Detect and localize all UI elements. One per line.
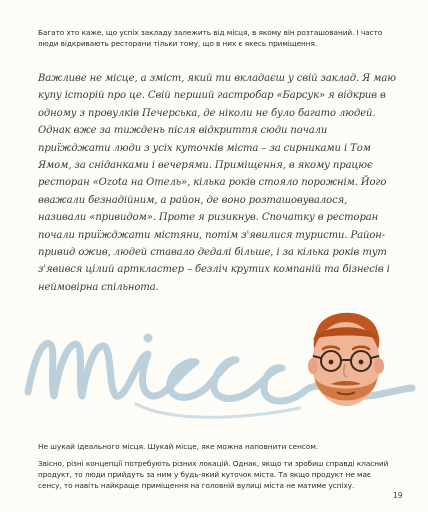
handwritten-quote: Важливе не місце, а зміст, який ти вкладаєш у свій заклад. Я маю купу історій про це. Свій перший гастробар «Барсук» я відкрив в одному з провулків Печерська, де ніколи не було багато людей. Однак вже за тиждень після відкриття сюди почали приїжджати люди з усіх куточків міста – за сирниками і Том Ямом, за сніданками і вечерями. Приміщення, в якому працює ресторан «Ozota на Отель», кілька років стояло порожнім. Його вважали безнадійним, а район, де воно розташовувалося, називали «привидом». Проте я ризикнув. Спочатку в ресторан почали приїжджати містяни, потім з'явилися туристи. Район-привид ожив, людей ставало дедалі більше, і за кілька років тут з'явився цілий артклaстер – безліч крутих компаній та бізнесів і неймовірна спільнота. xyxy=(38,73,396,293)
author-portrait xyxy=(287,300,405,422)
tagline: Не шукай ідеального місця. Шукай місце, яке можна наповнити сенсом. xyxy=(38,442,319,451)
intro-paragraph: Багато хто каже, що успіх закладу залежить від місця, в якому він розташований. І часто люди відкривають ресторани тільки тому, що в них є якесь приміщення. xyxy=(38,28,383,48)
page-number: 19 xyxy=(393,491,403,500)
outro-paragraph: Звісно, різні концепції потребують різних локацій. Однак, якщо ти зробиш справді класний продукт, то люди прийдуть за ним у будь-який куточок міста. Та якщо продукт не має сенсу, то навіть найкраще приміщення на головній вулиці міста не матиме успіху. xyxy=(38,459,389,490)
